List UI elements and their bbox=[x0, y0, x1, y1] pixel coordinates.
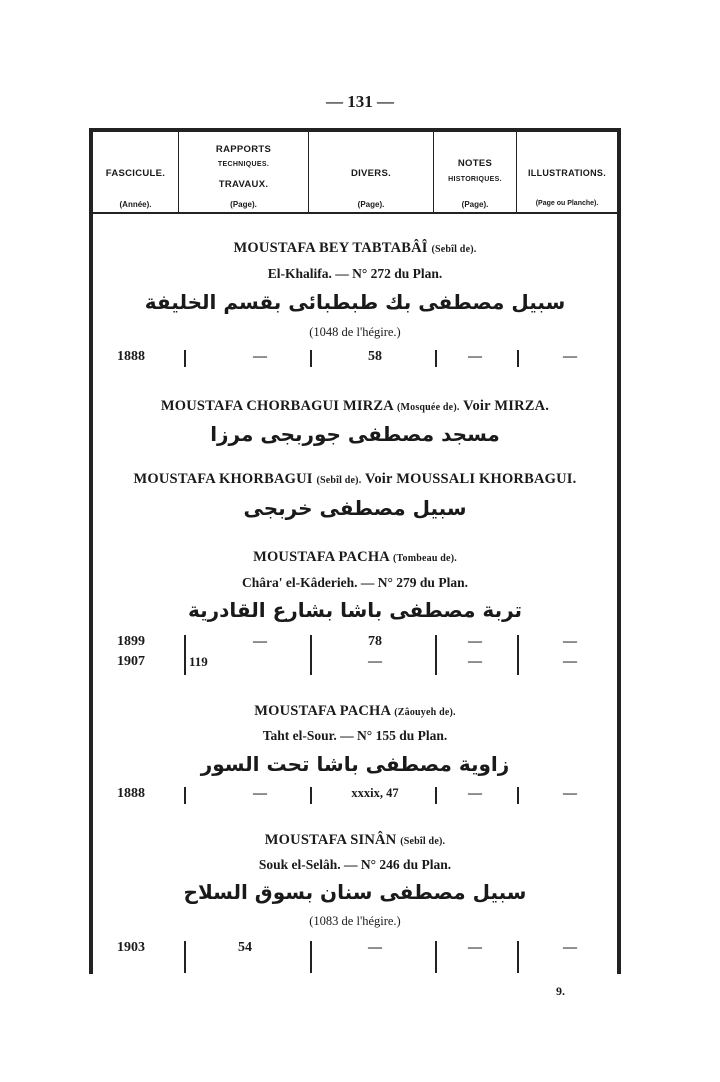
entry-arabic: مسجد مصطفى جوربجى مرزا bbox=[210, 422, 500, 446]
column-bar bbox=[184, 941, 186, 973]
table-row bbox=[89, 786, 621, 806]
entry-name: MOUSTAFA PACHA bbox=[253, 549, 390, 565]
cell-illustrations: — bbox=[563, 634, 577, 649]
cell-rapports: — bbox=[253, 349, 267, 364]
entry-qualifier: (Sebîl de). bbox=[431, 244, 477, 255]
table-row bbox=[89, 349, 621, 369]
column-bar bbox=[184, 787, 186, 804]
column-bar bbox=[184, 350, 186, 367]
column-bar bbox=[517, 941, 519, 973]
entry-title bbox=[89, 471, 621, 488]
header-notes bbox=[434, 132, 516, 212]
cell-rapports: 54 bbox=[238, 940, 252, 955]
entry-hegire: (1048 de l'hégire.) bbox=[309, 325, 401, 339]
entry-location: Taht el-Sour. — N° 155 du Plan. bbox=[262, 728, 448, 743]
header-illustrations-sub: (Page ou Planche). bbox=[535, 200, 599, 207]
header-illustrations-label: ILLUSTRATIONS. bbox=[527, 168, 607, 178]
entry-title bbox=[89, 703, 621, 720]
header-divers-sub: (Page). bbox=[357, 200, 385, 209]
signature-mark: 9. bbox=[556, 984, 565, 998]
column-bar bbox=[310, 350, 312, 367]
cell-divers: — bbox=[368, 940, 382, 955]
cell-illustrations: — bbox=[563, 349, 577, 364]
header-fascicule bbox=[93, 132, 178, 212]
cell-rapports: 119 bbox=[189, 654, 208, 669]
header-rapports-line2: TECHNIQUES. bbox=[217, 161, 270, 168]
table-row bbox=[89, 654, 621, 674]
entry-name: MOUSTAFA KHORBAGUI bbox=[133, 471, 313, 487]
cell-divers: 78 bbox=[368, 634, 382, 649]
header-notes-line1: NOTES bbox=[457, 158, 493, 169]
cell-divers: 58 bbox=[368, 349, 382, 364]
column-bar bbox=[310, 941, 312, 973]
entry-title bbox=[89, 549, 621, 566]
page-number: — 131 — bbox=[326, 92, 394, 111]
header-divers-label: DIVERS. bbox=[350, 168, 392, 179]
entry-title bbox=[89, 832, 621, 849]
entry-arabic: سبيل مصطفى خربجى bbox=[243, 496, 467, 520]
entry-title bbox=[89, 240, 621, 257]
column-bar bbox=[517, 787, 519, 804]
header-fascicule-label: FASCICULE. bbox=[105, 168, 166, 179]
entry-name: MOUSTAFA CHORBAGUI MIRZA bbox=[160, 398, 394, 414]
header-illustrations bbox=[517, 132, 617, 212]
cell-year: 1888 bbox=[117, 786, 145, 801]
table-row bbox=[89, 940, 621, 960]
entry-name: MOUSTAFA BEY TABTABÂÎ bbox=[233, 240, 428, 256]
entry-arabic: تربة مصطفى باشا بشارع القادرية bbox=[187, 598, 523, 622]
header-rapports bbox=[179, 132, 308, 212]
header-notes-sub: (Page). bbox=[461, 200, 489, 209]
table-row bbox=[89, 634, 621, 654]
cell-illustrations: — bbox=[563, 786, 577, 801]
header-bottom-rule bbox=[89, 212, 621, 214]
cell-year: 1888 bbox=[117, 349, 145, 364]
cell-notes: — bbox=[468, 786, 482, 801]
entry-location: Souk el-Selâh. — N° 246 du Plan. bbox=[258, 857, 452, 872]
column-bar bbox=[310, 787, 312, 804]
cell-notes: — bbox=[468, 940, 482, 955]
header-rapports-sub: (Page). bbox=[230, 200, 257, 209]
entry-qualifier: (Tombeau de). bbox=[393, 553, 457, 564]
cell-divers: — bbox=[368, 654, 382, 669]
entry-see-also: Voir MIRZA. bbox=[463, 398, 550, 414]
cell-notes: — bbox=[468, 634, 482, 649]
cell-year: 1903 bbox=[117, 940, 145, 955]
cell-notes: — bbox=[468, 654, 482, 669]
cell-rapports: — bbox=[253, 786, 267, 801]
cell-illustrations: — bbox=[563, 654, 577, 669]
cell-notes: — bbox=[468, 349, 482, 364]
entry-name: MOUSTAFA SINÂN bbox=[264, 832, 397, 848]
entry-title bbox=[89, 398, 621, 415]
cell-year: 1907 bbox=[117, 654, 145, 669]
header-rapports-line1: RAPPORTS bbox=[215, 144, 272, 155]
column-bar bbox=[517, 350, 519, 367]
header-fascicule-sub: (Année). bbox=[119, 200, 152, 209]
entry-qualifier: (Zâouyeh de). bbox=[394, 707, 456, 718]
header-notes-line2: HISTORIQUES. bbox=[448, 176, 502, 183]
entry-hegire: (1083 de l'hégire.) bbox=[309, 914, 401, 928]
entry-arabic: سبيل مصطفى سنان بسوق السلاح bbox=[183, 880, 527, 904]
entry-qualifier: (Sebîl de). bbox=[400, 836, 446, 847]
cell-illustrations: — bbox=[563, 940, 577, 955]
entry-see-also: Voir MOUSSALI KHORBAGUI. bbox=[365, 471, 577, 487]
entry-location: El-Khalifa. — N° 272 du Plan. bbox=[267, 266, 443, 281]
entry-qualifier: (Mosquée de). bbox=[396, 402, 460, 413]
entry-arabic: زاوية مصطفى باشا تحت السور bbox=[200, 752, 510, 776]
cell-rapports: — bbox=[253, 634, 267, 649]
header-divers bbox=[309, 132, 433, 212]
cell-year: 1899 bbox=[117, 634, 145, 649]
cell-divers: xxxix, 47 bbox=[351, 786, 399, 800]
entry-qualifier: (Sebîl de). bbox=[316, 475, 362, 486]
header-rapports-line3: TRAVAUX. bbox=[218, 179, 269, 190]
entry-location: Châra' el-Kâderieh. — N° 279 du Plan. bbox=[242, 575, 468, 590]
entry-name: MOUSTAFA PACHA bbox=[254, 703, 391, 719]
entry-arabic: سبيل مصطفى بك طبطبائى بقسم الخليفة bbox=[144, 290, 566, 314]
